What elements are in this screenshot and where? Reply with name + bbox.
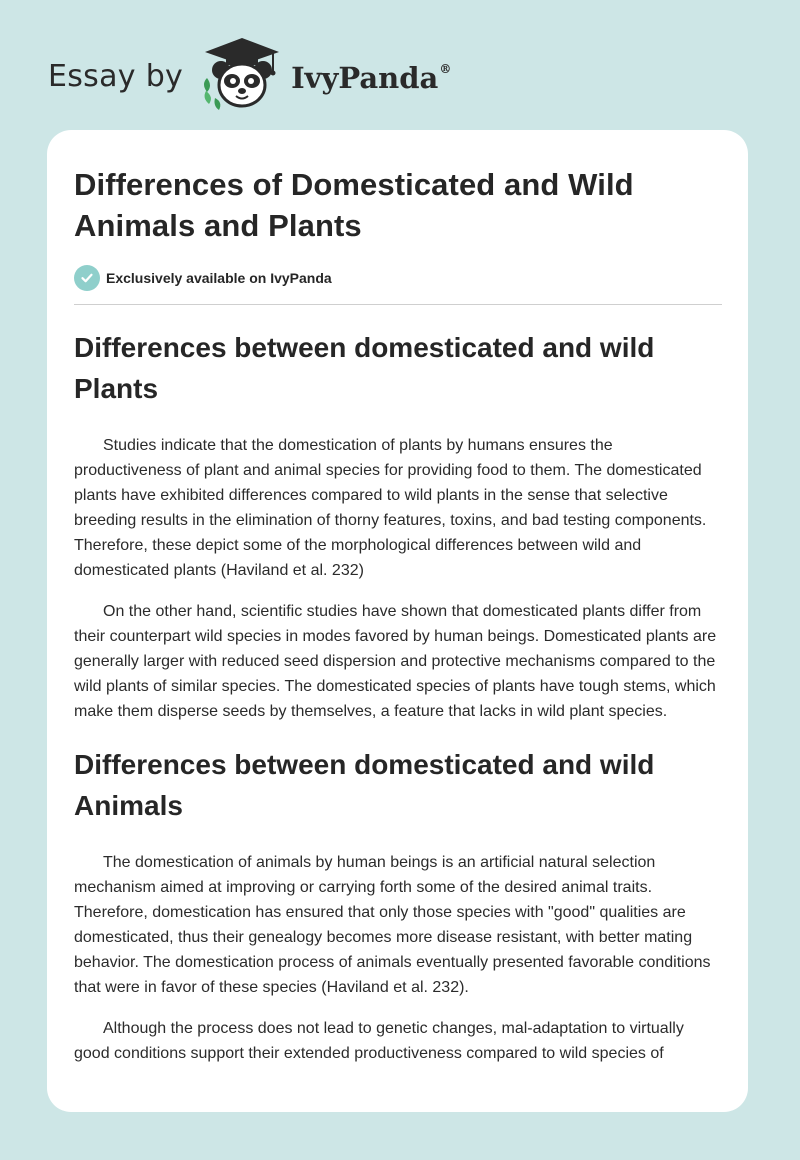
paragraph: Studies indicate that the domestication of plants by humans ensures the productiveness of plant and animal species for providing food to them. The domesticated plants have exhibited differences compared to wild plants in the sense that selective breeding results in the elimination of thorny features, toxins, and bad testing components. Therefore, these depict some of the morphological differences between wild and domesticated plants (Haviland et al. 232) [74,437,707,579]
check-circle-icon [74,265,100,291]
paragraph: The domestication of animals by human beings is an artificial natural selection mechanism aimed at improving or carrying forth some of the desired animal traits. Therefore, domestication has ensured that only those species with "good" qualities are domesticated, thus their genealogy becomes more disease resistant, with better mating behavior. The domestication process of animals eventually presented favorable conditions that were in favor of these species (Haviland et al. 232). [74,854,711,996]
brand-text: IvyPanda [291,61,439,95]
essay-by-label: Essay by [48,58,184,94]
site-header [48,34,451,114]
section-heading-animals: Differences between domesticated and wild Animals [74,749,655,821]
registered-mark: ® [439,62,452,77]
paragraph: On the other hand, scientific studies have shown that domesticated plants differ from their counterpart wild species in modes favored by human beings. Domesticated plants are generally larger with reduced seed dispersion and protective mechanisms compared to the wild plants of similar species. The domesticated species of plants have tough stems, which make them disperse seeds by themselves, a feature that lacks in wild plant species. [74,603,717,720]
exclusive-label: Exclusively available on IvyPanda [106,270,332,286]
essay-content [74,164,722,1066]
exclusive-badge [74,264,722,292]
section-heading-plants: Differences between domesticated and wild Plants [74,332,655,404]
paragraph: Although the process does not lead to genetic changes, mal-adaptation to virtually good conditions support their extended productiveness compared to wild species of [74,1020,684,1062]
panda-graduate-icon[interactable] [197,34,287,114]
page-title: Differences of Domesticated and Wild Animals and Plants [74,167,634,243]
divider [74,304,722,305]
brand-name[interactable] [291,61,451,95]
essay-card [47,130,748,1112]
